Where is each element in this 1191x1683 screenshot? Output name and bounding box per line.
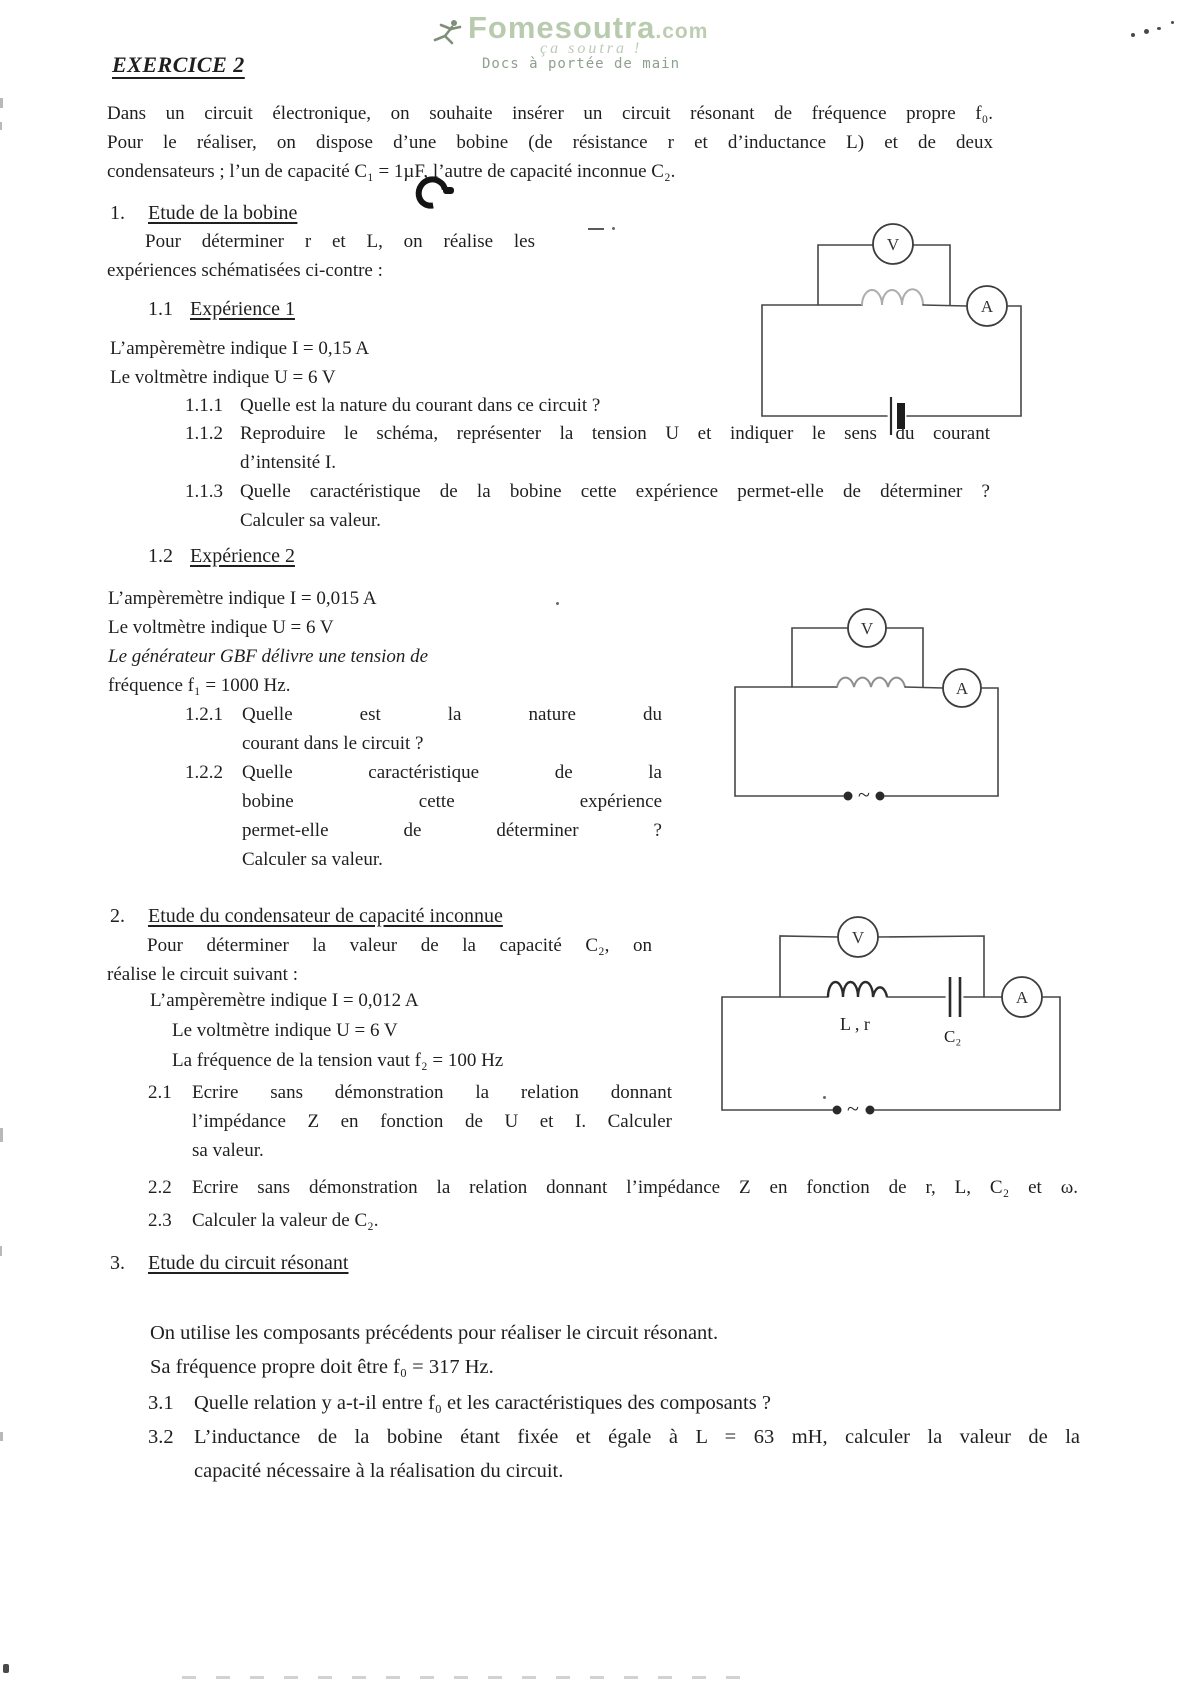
ac-source-icon [844,782,885,807]
text-line: bobine cette expérience [242,791,662,812]
text-line: Ecrire sans démonstration la relation donnant l’impédance Z en fonction de r, L, C₂ et ω. [192,1177,1078,1198]
stray-mark [612,227,615,230]
text-line: Calculer la valeur de C₂. [192,1210,379,1231]
question-number: 2.1 [148,1082,172,1103]
text-line: Dans un circuit électronique, on souhaite insérer un circuit résonant de fréquence propre f₀. [107,103,993,124]
question-1-1-3 [185,477,990,535]
section-3-fact: On utilise les composants précédents pour réaliser le circuit résonant. [150,1322,719,1344]
question-number: 3.2 [148,1426,174,1448]
text-line: capacité nécessaire à la réalisation du circuit. [194,1460,564,1482]
wire [913,245,950,305]
text-line: condensateurs ; l’un de capacité C₁ = 1µF, l’autre de capacité inconnue C₂. [107,161,676,182]
stray-mark [588,228,604,230]
ink-blot-dash [443,187,454,194]
question-number: 2.2 [148,1177,172,1198]
subsection-1-2-heading-row [148,543,295,569]
text-line: Pour déterminer la valeur de la capacité C₂, on [147,935,652,956]
wire [981,688,998,796]
ammeter-label: A [955,679,969,698]
section-3-heading: Etude du circuit résonant [148,1252,349,1274]
section-3-heading-row [110,1250,349,1276]
experiment-1-facts [110,334,369,392]
section-2-heading-row [110,903,503,929]
voltmeter-label: V [886,235,900,254]
scan-speck [3,1664,9,1673]
ac-symbol: ~ [847,1096,859,1121]
ac-source-icon [833,1096,875,1121]
scan-speck [1171,21,1174,24]
subsection-1-1-heading-row [148,296,295,322]
text-line: Quelle caractéristique de la [242,762,662,783]
text-line: l’impédance Z en fonction de U et I. Calculer [192,1111,672,1132]
brand-script-tagline: ça soutra ! [540,40,643,57]
experiment-2-facts [108,584,428,700]
stray-mark [556,602,559,605]
question-2-2 [148,1173,1078,1202]
section-1-heading: Etude de la bobine [148,202,298,224]
voltmeter-label: V [851,928,865,947]
wire [923,305,967,306]
brand-text: Fomesoutra [468,10,656,45]
subsection-1-1-number: 1.1 [148,298,173,320]
voltmeter-label: V [860,619,874,638]
text-line: courant dans le circuit ? [242,733,424,754]
section-3-fact: Sa fréquence propre doit être f₀ = 317 Hz. [150,1356,494,1378]
text-line: Calculer sa valeur. [242,849,383,870]
text-line: Pour le réaliser, on dispose d’une bobine (de résistance r et d’inductance L) et de deux [107,132,993,153]
coil-icon [862,289,923,305]
question-number: 1.1.1 [185,395,223,416]
section-2-heading: Etude du condensateur de capacité inconnue [148,905,503,927]
question-number: 1.1.2 [185,423,223,444]
brand-tld: .com [655,20,709,43]
scan-bottom-noise [182,1676,742,1679]
question-1-2-1 [185,700,662,758]
text-line: L’ampèremètre indique I = 0,15 A [110,338,370,359]
wire [1007,306,1021,416]
text-line: Ecrire sans démonstration la relation donnant [192,1082,672,1103]
section-1-heading-row [110,200,297,226]
text-line: Le générateur GBF délivre une tension de [108,646,429,667]
exercise-title: EXERCICE 2 [112,52,245,77]
wire [792,628,848,687]
coil-icon [828,982,887,997]
scan-edge-mark [0,98,3,108]
subsection-1-2-heading: Expérience 2 [190,545,295,567]
scan-edge-mark [0,1246,2,1256]
scan-edge-mark [0,1432,3,1441]
text-line: Calculer sa valeur. [240,510,381,531]
text-line: L’ampèremètre indique I = 0,015 A [108,588,377,609]
scan-edge-mark [0,1128,3,1142]
ac-symbol: ~ [858,782,870,807]
question-1-1-2 [185,419,990,477]
runner-icon [432,18,466,48]
text-line: Le voltmètre indique U = 6 V [110,367,336,388]
question-2-3 [148,1206,1078,1235]
question-2-1 [148,1078,672,1165]
question-number: 1.2.2 [185,762,223,783]
ammeter-label: A [1015,988,1029,1007]
question-1-1-1 [185,391,990,420]
section-3-number: 3. [110,1252,125,1274]
circuit-diagram-capacitor-study [700,858,1085,1120]
question-number: 3.1 [148,1392,174,1414]
brand-tagline: Docs à portée de main [482,56,681,72]
section-1-number: 1. [110,202,125,224]
wire [905,687,943,688]
ammeter-label: A [980,297,994,316]
section-2-fact: La fréquence de la tension vaut f₂ = 100 Hz [172,1050,504,1071]
question-1-2-2 [185,758,662,874]
section-2-fact: Le voltmètre indique U = 6 V [172,1020,398,1041]
text-line: expériences schématisées ci-contre : [107,260,383,281]
text-line: permet-elle de déterminer ? [242,820,662,841]
stray-mark [823,1096,826,1099]
wire [886,628,923,687]
text-line: Reproduire le schéma, représenter la tension U et indiquer le sens du courant [240,423,990,444]
subsection-1-1-heading: Expérience 1 [190,298,295,320]
capacitor-icon [950,977,960,1017]
section-2-fact: L’ampèremètre indique I = 0,012 A [150,990,419,1011]
text-line: Pour déterminer r et L, on réalise les [145,231,535,252]
capacitor-label: C₂ [944,1027,962,1046]
scan-speck [1131,33,1135,37]
intro-paragraph [107,99,993,186]
text-line: Quelle caractéristique de la bobine cette expérience permet-elle de déterminer ? [240,481,990,502]
text-line: d’intensité I. [240,452,337,473]
text-line: Le voltmètre indique U = 6 V [108,617,334,638]
section-1-intro [107,227,535,285]
scan-edge-mark [0,122,2,130]
scan-speck [1144,29,1149,34]
question-number: 1.1.3 [185,481,223,502]
question-3-1 [148,1386,1080,1420]
question-3-2 [148,1420,1080,1488]
site-watermark [432,12,762,82]
text-line: réalise le circuit suivant : [107,964,298,985]
wire [1042,997,1060,1110]
coil-icon [837,678,905,687]
text-line: Quelle est la nature du courant dans ce circuit ? [240,395,601,416]
question-number: 2.3 [148,1210,172,1231]
circuit-diagram-experiment-2 [715,598,1015,813]
subsection-1-2-number: 1.2 [148,545,173,567]
section-2-number: 2. [110,905,125,927]
coil-label: L , r [840,1014,870,1034]
text-line: Quelle relation y a-t-il entre f₀ et les caractéristiques des composants ? [194,1392,771,1414]
wire [878,936,984,997]
section-2-intro [107,931,652,989]
text-line: sa valeur. [192,1140,264,1161]
text-line: Quelle est la nature du [242,704,662,725]
text-line: fréquence f₁ = 1000 Hz. [108,675,291,696]
scan-speck [1157,27,1161,30]
text-line: L’inductance de la bobine étant fixée et égale à L = 63 mH, calculer la valeur de la [194,1426,1080,1448]
question-number: 1.2.1 [185,704,223,725]
